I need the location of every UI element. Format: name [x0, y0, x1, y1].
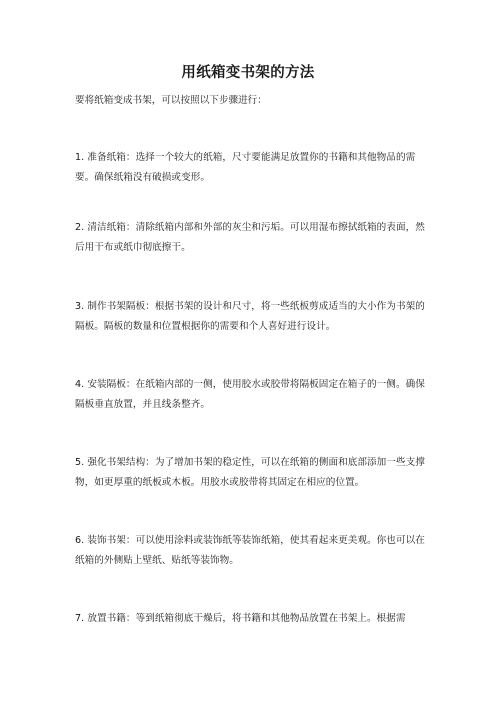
step-6-paragraph: 6. 装饰书架：可以使用涂料或装饰纸等装饰纸箱，使其看起来更美观。你也可以在纸箱的外侧贴上壁纸、贴纸等装饰物。: [75, 535, 425, 566]
step-5-paragraph: 5. 强化书架结构：为了增加书架的稳定性，可以在纸箱的侧面和底部添加一些支撑物，如更厚重的纸板或木板。用胶水或胶带将其固定在相应的位置。: [75, 457, 425, 488]
intro-paragraph: 要将纸箱变成书架，可以按照以下步骤进行：: [75, 95, 267, 106]
step-4-paragraph: 4. 安装隔板：在纸箱内部的一侧，使用胶水或胶带将隔板固定在箱子的一侧。确保隔板垂直放置，并且线条整齐。: [75, 379, 425, 410]
step-7-paragraph: 7. 放置书籍：等到纸箱彻底干燥后，将书籍和其他物品放置在书架上。根据需: [75, 613, 406, 624]
document-title: 用纸箱变书架的方法: [181, 65, 315, 81]
step-2-paragraph: 2. 清洁纸箱：清除纸箱内部和外部的灰尘和污垢。可以用湿布擦拭纸箱的表面，然后用干布或纸巾彻底擦干。: [75, 222, 425, 253]
step-1-paragraph: 1. 准备纸箱：选择一个较大的纸箱，尺寸要能满足放置你的书籍和其他物品的需要。确保纸箱没有破损或变形。: [75, 152, 416, 183]
step-3-paragraph: 3. 制作书架隔板：根据书架的设计和尺寸，将一些纸板剪成适当的大小作为书架的隔板。隔板的数量和位置根据你的需要和个人喜好进行设计。: [75, 301, 425, 332]
